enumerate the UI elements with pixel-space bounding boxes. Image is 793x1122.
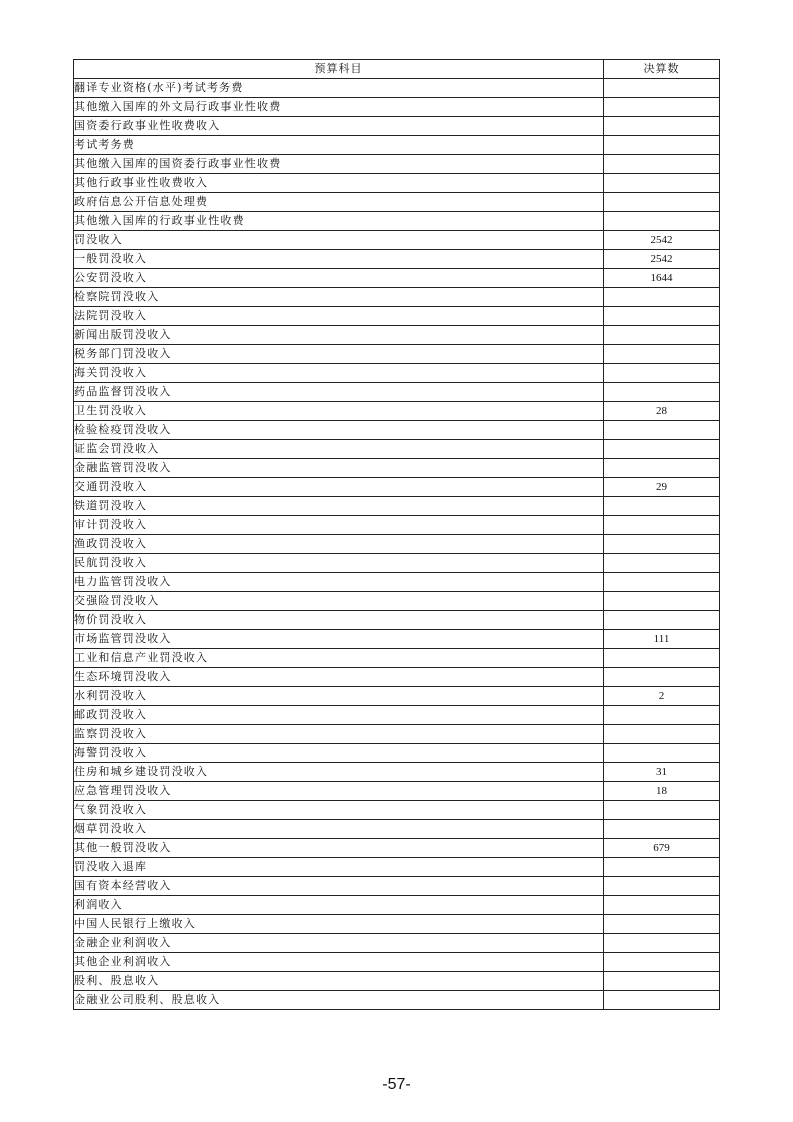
table-row [74, 421, 720, 440]
table-row [74, 782, 720, 801]
table-row [74, 497, 720, 516]
final-amount-value [604, 649, 720, 668]
final-amount-value [604, 193, 720, 212]
budget-item-label: 罚没收入退库 [74, 858, 604, 877]
table-row [74, 250, 720, 269]
table-row [74, 478, 720, 497]
table-row [74, 516, 720, 535]
final-amount-value: 679 [604, 839, 720, 858]
budget-item-label: 政府信息公开信息处理费 [74, 193, 604, 212]
table-row [74, 801, 720, 820]
budget-item-label: 证监会罚没收入 [74, 440, 604, 459]
final-amount-value [604, 98, 720, 117]
table-row [74, 288, 720, 307]
table-row [74, 535, 720, 554]
table-row [74, 174, 720, 193]
final-amount-value [604, 991, 720, 1010]
final-amount-value: 2 [604, 687, 720, 706]
final-amount-value [604, 421, 720, 440]
budget-item-label: 其他企业利润收入 [74, 953, 604, 972]
final-amount-value [604, 611, 720, 630]
table-row [74, 991, 720, 1010]
final-amount-value [604, 573, 720, 592]
table-row [74, 953, 720, 972]
table-row [74, 554, 720, 573]
budget-item-label: 药品监督罚没收入 [74, 383, 604, 402]
table-row [74, 402, 720, 421]
budget-item-label: 水利罚没收入 [74, 687, 604, 706]
budget-item-label: 金融企业利润收入 [74, 934, 604, 953]
table-row [74, 136, 720, 155]
table-row [74, 611, 720, 630]
budget-item-label: 中国人民银行上缴收入 [74, 915, 604, 934]
table-row [74, 858, 720, 877]
table-row [74, 383, 720, 402]
budget-item-label: 其他一般罚没收入 [74, 839, 604, 858]
budget-item-label: 生态环境罚没收入 [74, 668, 604, 687]
table-row [74, 326, 720, 345]
final-amount-value [604, 326, 720, 345]
table-row [74, 573, 720, 592]
budget-table [73, 59, 720, 1010]
budget-item-label: 金融监管罚没收入 [74, 459, 604, 478]
final-amount-value: 111 [604, 630, 720, 649]
final-amount-value [604, 877, 720, 896]
budget-item-label: 气象罚没收入 [74, 801, 604, 820]
budget-item-label: 海关罚没收入 [74, 364, 604, 383]
budget-item-label: 电力监管罚没收入 [74, 573, 604, 592]
budget-item-label: 渔政罚没收入 [74, 535, 604, 554]
final-amount-value [604, 858, 720, 877]
budget-item-label: 税务部门罚没收入 [74, 345, 604, 364]
final-amount-value [604, 725, 720, 744]
final-amount-value [604, 440, 720, 459]
table-row [74, 896, 720, 915]
budget-item-label: 公安罚没收入 [74, 269, 604, 288]
table-row [74, 440, 720, 459]
table-row [74, 725, 720, 744]
final-amount-value [604, 592, 720, 611]
final-amount-value [604, 668, 720, 687]
final-amount-value [604, 174, 720, 193]
final-amount-value: 2542 [604, 250, 720, 269]
final-amount-value: 1644 [604, 269, 720, 288]
final-amount-value [604, 972, 720, 991]
header-budget-item: 预算科目 [74, 60, 604, 79]
page-number: -57- [382, 1076, 411, 1093]
table-row [74, 79, 720, 98]
table-row [74, 592, 720, 611]
budget-item-label: 邮政罚没收入 [74, 706, 604, 725]
budget-item-label: 其他缴入国库的外文局行政事业性收费 [74, 98, 604, 117]
table-row [74, 839, 720, 858]
table-row [74, 668, 720, 687]
final-amount-value [604, 896, 720, 915]
table-row [74, 345, 720, 364]
table-row [74, 687, 720, 706]
budget-item-label: 工业和信息产业罚没收入 [74, 649, 604, 668]
table-row [74, 212, 720, 231]
budget-item-label: 金融业公司股利、股息收入 [74, 991, 604, 1010]
budget-item-label: 股利、股息收入 [74, 972, 604, 991]
budget-item-label: 烟草罚没收入 [74, 820, 604, 839]
final-amount-value: 2542 [604, 231, 720, 250]
table-row [74, 231, 720, 250]
table-row [74, 117, 720, 136]
final-amount-value [604, 554, 720, 573]
final-amount-value: 29 [604, 478, 720, 497]
final-amount-value [604, 136, 720, 155]
final-amount-value [604, 497, 720, 516]
header-final-amount: 决算数 [604, 60, 720, 79]
final-amount-value: 31 [604, 763, 720, 782]
final-amount-value [604, 288, 720, 307]
budget-item-label: 罚没收入 [74, 231, 604, 250]
budget-item-label: 卫生罚没收入 [74, 402, 604, 421]
final-amount-value [604, 516, 720, 535]
table-body [74, 79, 720, 1010]
budget-item-label: 物价罚没收入 [74, 611, 604, 630]
table-row [74, 269, 720, 288]
table-row [74, 877, 720, 896]
table-row [74, 706, 720, 725]
table-row [74, 649, 720, 668]
budget-item-label: 市场监管罚没收入 [74, 630, 604, 649]
final-amount-value [604, 820, 720, 839]
final-amount-value [604, 117, 720, 136]
budget-item-label: 法院罚没收入 [74, 307, 604, 326]
final-amount-value [604, 801, 720, 820]
budget-item-label: 住房和城乡建设罚没收入 [74, 763, 604, 782]
final-amount-value [604, 383, 720, 402]
budget-item-label: 民航罚没收入 [74, 554, 604, 573]
final-amount-value: 28 [604, 402, 720, 421]
budget-item-label: 交强险罚没收入 [74, 592, 604, 611]
final-amount-value [604, 953, 720, 972]
budget-item-label: 检验检疫罚没收入 [74, 421, 604, 440]
budget-item-label: 审计罚没收入 [74, 516, 604, 535]
table-row [74, 915, 720, 934]
table-row [74, 364, 720, 383]
final-amount-value [604, 364, 720, 383]
final-amount-value [604, 155, 720, 174]
budget-item-label: 新闻出版罚没收入 [74, 326, 604, 345]
table-row [74, 820, 720, 839]
budget-item-label: 铁道罚没收入 [74, 497, 604, 516]
final-amount-value: 18 [604, 782, 720, 801]
final-amount-value [604, 307, 720, 326]
table-row [74, 193, 720, 212]
budget-item-label: 海警罚没收入 [74, 744, 604, 763]
table-row [74, 155, 720, 174]
budget-item-label: 考试考务费 [74, 136, 604, 155]
final-amount-value [604, 459, 720, 478]
budget-item-label: 利润收入 [74, 896, 604, 915]
final-amount-value [604, 345, 720, 364]
table-row [74, 98, 720, 117]
table-header-row [74, 60, 720, 79]
table-row [74, 972, 720, 991]
budget-item-label: 监察罚没收入 [74, 725, 604, 744]
final-amount-value [604, 915, 720, 934]
table-row [74, 307, 720, 326]
table-row [74, 744, 720, 763]
budget-item-label: 其他缴入国库的行政事业性收费 [74, 212, 604, 231]
table-row [74, 630, 720, 649]
budget-item-label: 国资委行政事业性收费收入 [74, 117, 604, 136]
budget-item-label: 国有资本经营收入 [74, 877, 604, 896]
budget-item-label: 应急管理罚没收入 [74, 782, 604, 801]
final-amount-value [604, 706, 720, 725]
budget-item-label: 交通罚没收入 [74, 478, 604, 497]
budget-item-label: 检察院罚没收入 [74, 288, 604, 307]
final-amount-value [604, 79, 720, 98]
budget-item-label: 一般罚没收入 [74, 250, 604, 269]
final-amount-value [604, 535, 720, 554]
budget-item-label: 其他行政事业性收费收入 [74, 174, 604, 193]
budget-item-label: 其他缴入国库的国资委行政事业性收费 [74, 155, 604, 174]
table-row [74, 459, 720, 478]
final-amount-value [604, 934, 720, 953]
budget-item-label: 翻译专业资格(水平)考试考务费 [74, 79, 604, 98]
final-amount-value [604, 212, 720, 231]
table-row [74, 934, 720, 953]
final-amount-value [604, 744, 720, 763]
table-row [74, 763, 720, 782]
